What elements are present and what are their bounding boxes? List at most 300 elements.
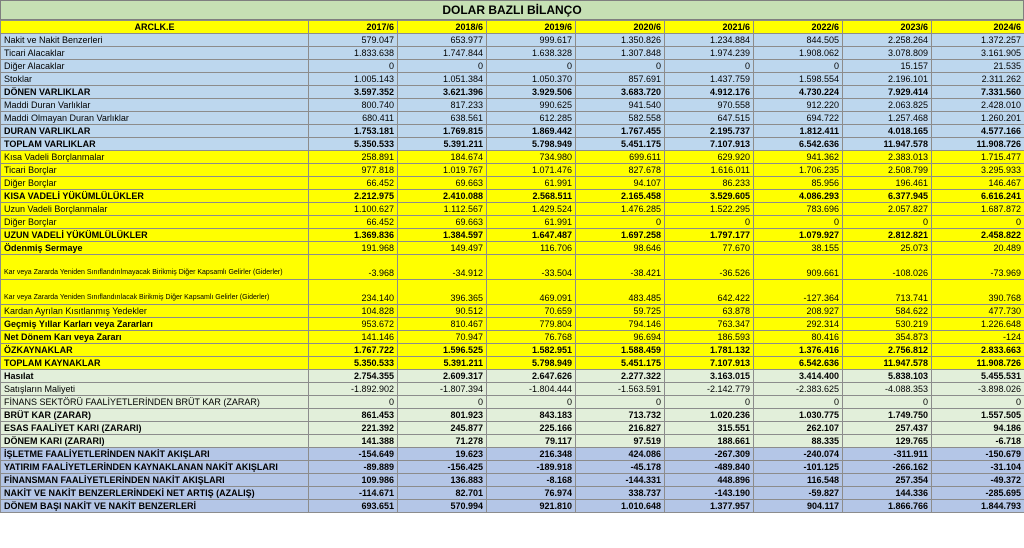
value-cell: 6.542.636 — [754, 138, 843, 151]
value-cell: 3.529.605 — [665, 190, 754, 203]
value-cell: -114.671 — [309, 487, 398, 500]
value-cell: 1.112.567 — [398, 203, 487, 216]
value-cell: 77.670 — [665, 242, 754, 255]
value-cell: 857.691 — [576, 73, 665, 86]
value-cell: 530.219 — [843, 318, 932, 331]
value-cell: 85.956 — [754, 177, 843, 190]
value-cell: 208.927 — [754, 305, 843, 318]
value-cell: 2.311.262 — [932, 73, 1024, 86]
value-cell: 0 — [487, 396, 576, 409]
value-cell: 191.968 — [309, 242, 398, 255]
row-label: Geçmiş Yıllar Karları veya Zararları — [1, 318, 309, 331]
row-label: TOPLAM VARLIKLAR — [1, 138, 309, 151]
row-label: Kısa Vadeli Borçlanmalar — [1, 151, 309, 164]
table-body — [1, 34, 1024, 513]
table-row — [1, 422, 1024, 435]
value-cell: 0 — [843, 216, 932, 229]
value-cell: 25.073 — [843, 242, 932, 255]
value-cell: 1.257.468 — [843, 112, 932, 125]
value-cell: 76.768 — [487, 331, 576, 344]
value-cell: 5.350.533 — [309, 357, 398, 370]
row-label: Uzun Vadeli Borçlanmalar — [1, 203, 309, 216]
value-cell: -266.162 — [843, 461, 932, 474]
value-cell: 3.295.933 — [932, 164, 1024, 177]
value-cell: 2.063.825 — [843, 99, 932, 112]
table-row — [1, 203, 1024, 216]
value-cell: 1.019.767 — [398, 164, 487, 177]
value-cell: 843.183 — [487, 409, 576, 422]
value-cell: -8.168 — [487, 474, 576, 487]
value-cell: 1.372.257 — [932, 34, 1024, 47]
value-cell: -3.968 — [309, 255, 398, 280]
value-cell: 1.051.384 — [398, 73, 487, 86]
value-cell: 3.597.352 — [309, 86, 398, 99]
value-cell: 7.929.414 — [843, 86, 932, 99]
row-label: Diğer Alacaklar — [1, 60, 309, 73]
row-label: Net Dönem Karı veya Zararı — [1, 331, 309, 344]
value-cell: 713.732 — [576, 409, 665, 422]
table-row — [1, 47, 1024, 60]
value-cell: 2.833.663 — [932, 344, 1024, 357]
table-row — [1, 280, 1024, 305]
value-cell: 0 — [487, 60, 576, 73]
value-cell: -127.364 — [754, 280, 843, 305]
value-cell: 1.616.011 — [665, 164, 754, 177]
value-cell: 694.722 — [754, 112, 843, 125]
value-cell: -73.969 — [932, 255, 1024, 280]
value-cell: 1.697.258 — [576, 229, 665, 242]
ticker-header: ARCLK.E — [1, 21, 309, 34]
value-cell: 19.623 — [398, 448, 487, 461]
value-cell: 7.107.913 — [665, 138, 754, 151]
value-cell: 953.672 — [309, 318, 398, 331]
value-cell: 2.756.812 — [843, 344, 932, 357]
value-cell: 1.350.826 — [576, 34, 665, 47]
value-cell: 0 — [754, 216, 843, 229]
value-cell: 2.383.013 — [843, 151, 932, 164]
value-cell: -144.331 — [576, 474, 665, 487]
value-cell: 810.467 — [398, 318, 487, 331]
sheet-title: DOLAR BAZLI BİLANÇO — [0, 0, 1024, 20]
value-cell: -36.526 — [665, 255, 754, 280]
value-cell: 693.651 — [309, 500, 398, 513]
value-cell: 4.577.166 — [932, 125, 1024, 138]
value-cell: 2.195.737 — [665, 125, 754, 138]
year-header: 2021/6 — [665, 21, 754, 34]
value-cell: 570.994 — [398, 500, 487, 513]
value-cell: 15.157 — [843, 60, 932, 73]
value-cell: 0 — [309, 396, 398, 409]
value-cell: 3.078.809 — [843, 47, 932, 60]
value-cell: 11.908.726 — [932, 357, 1024, 370]
value-cell: 0 — [309, 60, 398, 73]
year-header: 2020/6 — [576, 21, 665, 34]
value-cell: 2.057.827 — [843, 203, 932, 216]
value-cell: 71.278 — [398, 435, 487, 448]
value-cell: 1.596.525 — [398, 344, 487, 357]
value-cell: 20.489 — [932, 242, 1024, 255]
value-cell: 0 — [932, 396, 1024, 409]
value-cell: -6.718 — [932, 435, 1024, 448]
value-cell: 653.977 — [398, 34, 487, 47]
value-cell: 844.505 — [754, 34, 843, 47]
value-cell: 582.558 — [576, 112, 665, 125]
value-cell: 2.609.317 — [398, 370, 487, 383]
value-cell: -156.425 — [398, 461, 487, 474]
value-cell: 629.920 — [665, 151, 754, 164]
value-cell: 70.659 — [487, 305, 576, 318]
value-cell: 1.020.236 — [665, 409, 754, 422]
value-cell: 90.512 — [398, 305, 487, 318]
table-row — [1, 190, 1024, 203]
value-cell: -189.918 — [487, 461, 576, 474]
value-cell: 79.117 — [487, 435, 576, 448]
value-cell: 801.923 — [398, 409, 487, 422]
value-cell: -89.889 — [309, 461, 398, 474]
value-cell: -311.911 — [843, 448, 932, 461]
value-cell: -1.804.444 — [487, 383, 576, 396]
value-cell: -124 — [932, 331, 1024, 344]
value-cell: 0 — [398, 396, 487, 409]
table-row — [1, 461, 1024, 474]
value-cell: -49.372 — [932, 474, 1024, 487]
row-label: YATIRIM FAALİYETLERİNDEN KAYNAKLANAN NAKİT AKIŞLARI — [1, 461, 309, 474]
year-header: 2019/6 — [487, 21, 576, 34]
value-cell: 483.485 — [576, 280, 665, 305]
value-cell: 11.947.578 — [843, 357, 932, 370]
row-label: Ticari Alacaklar — [1, 47, 309, 60]
value-cell: 0 — [665, 216, 754, 229]
value-cell: 76.974 — [487, 487, 576, 500]
value-cell: 1.974.239 — [665, 47, 754, 60]
value-cell: 5.838.103 — [843, 370, 932, 383]
value-cell: 315.551 — [665, 422, 754, 435]
row-label: TOPLAM KAYNAKLAR — [1, 357, 309, 370]
table-row — [1, 396, 1024, 409]
value-cell: 3.929.506 — [487, 86, 576, 99]
value-cell: 7.331.560 — [932, 86, 1024, 99]
row-label: DÖNEN VARLIKLAR — [1, 86, 309, 99]
value-cell: 11.947.578 — [843, 138, 932, 151]
row-label: DÖNEM KARI (ZARARI) — [1, 435, 309, 448]
value-cell: 1.369.836 — [309, 229, 398, 242]
value-cell: 990.625 — [487, 99, 576, 112]
table-row — [1, 435, 1024, 448]
table-row — [1, 138, 1024, 151]
value-cell: 1.100.627 — [309, 203, 398, 216]
value-cell: 3.621.396 — [398, 86, 487, 99]
value-cell: 1.557.505 — [932, 409, 1024, 422]
value-cell: -2.142.779 — [665, 383, 754, 396]
table-row — [1, 255, 1024, 280]
value-cell: 941.362 — [754, 151, 843, 164]
row-label: UZUN VADELİ YÜKÜMLÜLÜKLER — [1, 229, 309, 242]
value-cell: 0 — [665, 396, 754, 409]
value-cell: 1.429.524 — [487, 203, 576, 216]
value-cell: 0 — [576, 216, 665, 229]
value-cell: 1.767.722 — [309, 344, 398, 357]
table-row — [1, 112, 1024, 125]
value-cell: 1.307.848 — [576, 47, 665, 60]
value-cell: 1.582.951 — [487, 344, 576, 357]
table-row — [1, 318, 1024, 331]
row-label: ÖZKAYNAKLAR — [1, 344, 309, 357]
value-cell: 2.568.511 — [487, 190, 576, 203]
value-cell: 2.410.088 — [398, 190, 487, 203]
value-cell: 0 — [576, 396, 665, 409]
value-cell: 1.687.872 — [932, 203, 1024, 216]
value-cell: 245.877 — [398, 422, 487, 435]
value-cell: -34.912 — [398, 255, 487, 280]
value-cell: 817.233 — [398, 99, 487, 112]
value-cell: -3.898.026 — [932, 383, 1024, 396]
value-cell: 1.071.476 — [487, 164, 576, 177]
value-cell: 5.451.175 — [576, 138, 665, 151]
value-cell: 1.376.416 — [754, 344, 843, 357]
value-cell: 1.908.062 — [754, 47, 843, 60]
value-cell: 1.050.370 — [487, 73, 576, 86]
value-cell: 0 — [932, 216, 1024, 229]
row-label: DÖNEM BAŞI NAKİT VE NAKİT BENZERLERİ — [1, 500, 309, 513]
value-cell: -45.178 — [576, 461, 665, 474]
value-cell: 1.234.884 — [665, 34, 754, 47]
value-cell: 699.611 — [576, 151, 665, 164]
row-label: ESAS FAALİYET KARI (ZARARI) — [1, 422, 309, 435]
value-cell: 779.804 — [487, 318, 576, 331]
value-cell: 2.754.355 — [309, 370, 398, 383]
value-cell: 21.535 — [932, 60, 1024, 73]
value-cell: 2.647.626 — [487, 370, 576, 383]
value-cell: 1.706.235 — [754, 164, 843, 177]
year-header: 2023/6 — [843, 21, 932, 34]
value-cell: -33.504 — [487, 255, 576, 280]
value-cell: 1.866.766 — [843, 500, 932, 513]
value-cell: 216.827 — [576, 422, 665, 435]
value-cell: -2.383.625 — [754, 383, 843, 396]
value-cell: 647.515 — [665, 112, 754, 125]
value-cell: 4.086.293 — [754, 190, 843, 203]
value-cell: 2.508.799 — [843, 164, 932, 177]
row-label: FİNANSMAN FAALİYETLERİNDEN NAKİT AKIŞLARI — [1, 474, 309, 487]
value-cell: 1.844.793 — [932, 500, 1024, 513]
row-label: Satışların Maliyeti — [1, 383, 309, 396]
table-row — [1, 99, 1024, 112]
value-cell: -38.421 — [576, 255, 665, 280]
value-cell: -101.125 — [754, 461, 843, 474]
value-cell: 86.233 — [665, 177, 754, 190]
value-cell: 149.497 — [398, 242, 487, 255]
value-cell: 579.047 — [309, 34, 398, 47]
value-cell: 1.749.750 — [843, 409, 932, 422]
value-cell: 1.079.927 — [754, 229, 843, 242]
value-cell: 1.781.132 — [665, 344, 754, 357]
table-row — [1, 177, 1024, 190]
value-cell: 2.165.458 — [576, 190, 665, 203]
value-cell: 0 — [576, 60, 665, 73]
row-label: NAKİT VE NAKİT BENZERLERİNDEKİ NET ARTIŞ (AZALIŞ) — [1, 487, 309, 500]
value-cell: 800.740 — [309, 99, 398, 112]
value-cell: -1.563.591 — [576, 383, 665, 396]
table-row — [1, 34, 1024, 47]
table-row — [1, 487, 1024, 500]
year-header: 2022/6 — [754, 21, 843, 34]
value-cell: 4.730.224 — [754, 86, 843, 99]
row-label: KISA VADELİ YÜKÜMLÜLÜKLER — [1, 190, 309, 203]
value-cell: 1.797.177 — [665, 229, 754, 242]
value-cell: 96.694 — [576, 331, 665, 344]
value-cell: -285.695 — [932, 487, 1024, 500]
value-cell: 6.542.636 — [754, 357, 843, 370]
value-cell: 1.715.477 — [932, 151, 1024, 164]
value-cell: 4.912.176 — [665, 86, 754, 99]
value-cell: 66.452 — [309, 177, 398, 190]
row-label: Kardan Ayrılan Kısıtlanmış Yedekler — [1, 305, 309, 318]
row-label: Maddi Duran Varlıklar — [1, 99, 309, 112]
value-cell: 69.663 — [398, 216, 487, 229]
table-row — [1, 216, 1024, 229]
value-cell: 584.622 — [843, 305, 932, 318]
table-row — [1, 229, 1024, 242]
value-cell: 1.869.442 — [487, 125, 576, 138]
year-header: 2018/6 — [398, 21, 487, 34]
value-cell: 141.146 — [309, 331, 398, 344]
value-cell: 0 — [754, 60, 843, 73]
value-cell: 0 — [398, 60, 487, 73]
table-row — [1, 344, 1024, 357]
value-cell: 390.768 — [932, 280, 1024, 305]
table-row — [1, 357, 1024, 370]
value-cell: 1.522.295 — [665, 203, 754, 216]
value-cell: 109.986 — [309, 474, 398, 487]
value-cell: 827.678 — [576, 164, 665, 177]
value-cell: 1.260.201 — [932, 112, 1024, 125]
value-cell: 186.593 — [665, 331, 754, 344]
value-cell: 4.018.165 — [843, 125, 932, 138]
value-cell: 1.030.775 — [754, 409, 843, 422]
value-cell: 6.616.241 — [932, 190, 1024, 203]
value-cell: 1.226.648 — [932, 318, 1024, 331]
value-cell: 977.818 — [309, 164, 398, 177]
value-cell: -154.649 — [309, 448, 398, 461]
row-label: FİNANS SEKTÖRÜ FAALİYETLERİNDEN BRÜT KAR (ZARAR) — [1, 396, 309, 409]
value-cell: 448.896 — [665, 474, 754, 487]
table-row — [1, 305, 1024, 318]
row-label: Maddi Olmayan Duran Varlıklar — [1, 112, 309, 125]
value-cell: 469.091 — [487, 280, 576, 305]
value-cell: 861.453 — [309, 409, 398, 422]
value-cell: 1.812.411 — [754, 125, 843, 138]
value-cell: 5.798.949 — [487, 357, 576, 370]
value-cell: 225.166 — [487, 422, 576, 435]
value-cell: 734.980 — [487, 151, 576, 164]
value-cell: 1.437.759 — [665, 73, 754, 86]
value-cell: -31.104 — [932, 461, 1024, 474]
value-cell: 94.186 — [932, 422, 1024, 435]
value-cell: 70.947 — [398, 331, 487, 344]
table-row — [1, 383, 1024, 396]
value-cell: 909.661 — [754, 255, 843, 280]
value-cell: -59.827 — [754, 487, 843, 500]
value-cell: 0 — [754, 396, 843, 409]
value-cell: 257.437 — [843, 422, 932, 435]
value-cell: 1.767.455 — [576, 125, 665, 138]
value-cell: 642.422 — [665, 280, 754, 305]
value-cell: 638.561 — [398, 112, 487, 125]
row-label: Diğer Borçlar — [1, 177, 309, 190]
value-cell: 7.107.913 — [665, 357, 754, 370]
value-cell: 0 — [665, 60, 754, 73]
table-row — [1, 164, 1024, 177]
value-cell: 98.646 — [576, 242, 665, 255]
value-cell: 1.638.328 — [487, 47, 576, 60]
value-cell: 292.314 — [754, 318, 843, 331]
balance-table — [0, 20, 1024, 513]
value-cell: 5.350.533 — [309, 138, 398, 151]
value-cell: 1.476.285 — [576, 203, 665, 216]
row-label: Kar veya Zararda Yeniden Sınıflandırılacak Birikmiş Diğer Kapsamlı Gelirler (Giderler) — [1, 280, 309, 305]
value-cell: 921.810 — [487, 500, 576, 513]
value-cell: 2.212.975 — [309, 190, 398, 203]
value-cell: 258.891 — [309, 151, 398, 164]
value-cell: 80.416 — [754, 331, 843, 344]
value-cell: 3.683.720 — [576, 86, 665, 99]
value-cell: 2.258.264 — [843, 34, 932, 47]
table-row — [1, 331, 1024, 344]
value-cell: 196.461 — [843, 177, 932, 190]
value-cell: 1.747.844 — [398, 47, 487, 60]
row-label: İŞLETME FAALİYETLERİNDEN NAKİT AKIŞLARI — [1, 448, 309, 461]
value-cell: 216.348 — [487, 448, 576, 461]
value-cell: 354.873 — [843, 331, 932, 344]
value-cell: 104.828 — [309, 305, 398, 318]
value-cell: 61.991 — [487, 177, 576, 190]
row-label: Ödenmiş Sermaye — [1, 242, 309, 255]
value-cell: 146.467 — [932, 177, 1024, 190]
value-cell: 61.991 — [487, 216, 576, 229]
value-cell: 1.384.597 — [398, 229, 487, 242]
value-cell: 5.798.949 — [487, 138, 576, 151]
value-cell: 3.414.400 — [754, 370, 843, 383]
value-cell: 424.086 — [576, 448, 665, 461]
value-cell: 2.428.010 — [932, 99, 1024, 112]
value-cell: 2.196.101 — [843, 73, 932, 86]
row-label: Kar veya Zararda Yeniden Sınıflandırılmayacak Birikmiş Diğer Kapsamlı Gelirler (Giderler) — [1, 255, 309, 280]
value-cell: 1.753.181 — [309, 125, 398, 138]
row-label: Hasılat — [1, 370, 309, 383]
value-cell: -267.309 — [665, 448, 754, 461]
value-cell: 257.354 — [843, 474, 932, 487]
value-cell: 5.391.211 — [398, 357, 487, 370]
value-cell: 3.161.905 — [932, 47, 1024, 60]
row-label: DURAN VARLIKLAR — [1, 125, 309, 138]
value-cell: 88.335 — [754, 435, 843, 448]
table-row — [1, 448, 1024, 461]
value-cell: 5.391.211 — [398, 138, 487, 151]
value-cell: 396.365 — [398, 280, 487, 305]
value-cell: 338.737 — [576, 487, 665, 500]
value-cell: 188.661 — [665, 435, 754, 448]
value-cell: 1.010.648 — [576, 500, 665, 513]
value-cell: 970.558 — [665, 99, 754, 112]
value-cell: 1.833.638 — [309, 47, 398, 60]
value-cell: 38.155 — [754, 242, 843, 255]
value-cell: 763.347 — [665, 318, 754, 331]
row-label: Ticari Borçlar — [1, 164, 309, 177]
value-cell: 262.107 — [754, 422, 843, 435]
table-row — [1, 370, 1024, 383]
value-cell: -150.679 — [932, 448, 1024, 461]
value-cell: 2.458.822 — [932, 229, 1024, 242]
